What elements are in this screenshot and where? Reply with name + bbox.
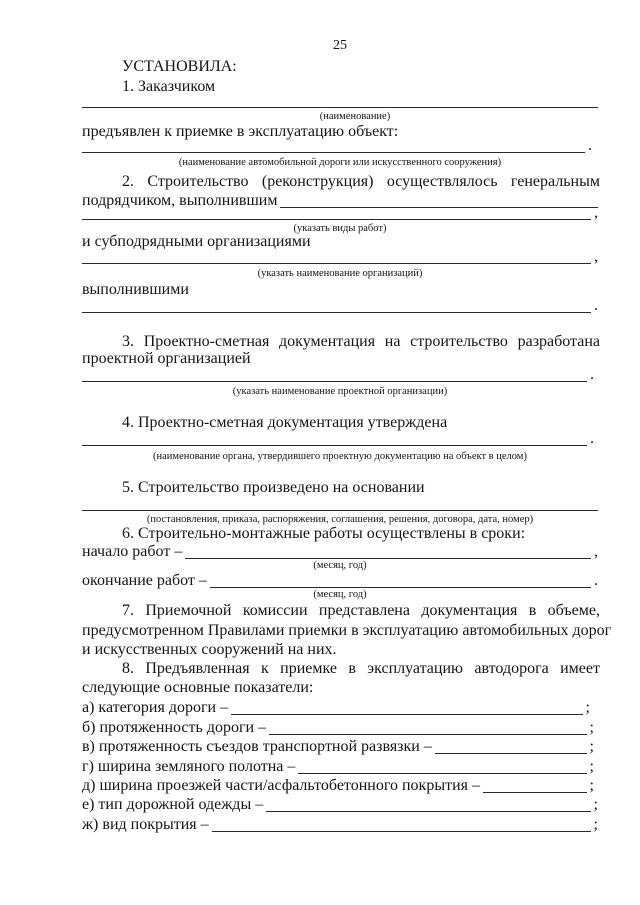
blank-line: [435, 753, 587, 754]
indicator-row: [82, 698, 590, 718]
blank-line: [298, 773, 586, 774]
blank-line: [269, 734, 586, 735]
design-org-field: [82, 365, 594, 385]
caption-orgs: (указать наименование организаций): [257, 268, 423, 279]
punctuation: ;: [589, 738, 594, 755]
item8-line1: 8. Предъявленная к приемке в эксплуатацию автодорога имеет: [122, 660, 600, 677]
caption-works: (указать виды работ): [293, 223, 387, 234]
heading: УСТАНОВИЛА:: [122, 58, 237, 75]
blank-line: [82, 152, 585, 153]
indicator-row: [82, 718, 594, 738]
punctuation: .: [590, 430, 594, 447]
item5-text: 5. Строительство произведено на основании: [122, 479, 425, 496]
blank-line: [231, 714, 582, 715]
item7-line3: и искусственных сооружений на них.: [82, 641, 337, 658]
blank-line: [82, 312, 591, 313]
punctuation: ,: [594, 204, 598, 221]
finish-label: окончание работ –: [82, 572, 207, 589]
indicator-label: е) тип дорожной одежды –: [82, 796, 264, 813]
blank-line: [82, 107, 598, 108]
blank-line: [483, 792, 587, 793]
item8-line2: следующие основные показатели:: [82, 679, 314, 696]
item2-line1: 2. Строительство (реконструкция) осуществлялось генеральным: [122, 173, 600, 190]
works-field: [82, 203, 598, 223]
finish-date-field: [82, 571, 598, 591]
caption-design-org: (указать наименование проектной организации): [232, 386, 448, 397]
punctuation: .: [594, 297, 598, 314]
blank-line: [82, 381, 587, 382]
basis-field: [82, 494, 598, 514]
punctuation: ;: [593, 816, 598, 833]
punctuation: ,: [594, 248, 598, 265]
punctuation: ;: [589, 719, 594, 736]
indicator-label: д) ширина проезжей части/асфальтобетонного покрытия –: [82, 777, 480, 794]
indicator-row: [82, 757, 594, 777]
blank-line: [266, 811, 590, 812]
object-name-field: [82, 136, 592, 156]
item1-label: 1. Заказчиком: [122, 78, 216, 95]
item3-line2: проектной организацией: [82, 350, 251, 367]
indicator-label: а) категория дороги –: [82, 699, 229, 716]
caption-approval-body: (наименование органа, утвердившего проектную документацию на объект в целом): [153, 451, 527, 462]
item6-text: 6. Строительно-монтажные работы осуществлены в сроки:: [122, 525, 526, 542]
indicator-row: [82, 776, 594, 796]
indicator-label: б) протяженность дороги –: [82, 719, 267, 736]
indicator-row: [82, 737, 594, 757]
customer-name-field: [82, 91, 598, 111]
approval-body-field: [82, 429, 594, 449]
item7-line2: предусмотренном Правилами приемки в эксплуатацию автомобильных дорог: [82, 622, 612, 639]
indicator-label: г) ширина земляного полотна –: [82, 758, 296, 775]
start-label: начало работ –: [82, 543, 183, 560]
caption-start-date: (месяц, год): [313, 560, 367, 571]
subcontractors-field: [82, 247, 598, 267]
item1-presented-text: предъявлен к приемке в эксплуатацию объект:: [82, 123, 399, 140]
blank-line: [82, 219, 591, 220]
page-number: 25: [333, 38, 347, 53]
item3-line1: 3. Проектно-сметная документация на строительство разработана: [122, 333, 600, 350]
item7-line1: 7. Приемочной комиссии представлена документация в объеме,: [122, 602, 600, 619]
blank-line: [212, 831, 591, 832]
punctuation: .: [588, 137, 592, 154]
caption-basis: (постановления, приказа, распоряжения, соглашения, решения, договора, дата, номер): [146, 514, 534, 525]
subcontractors-text: и субподрядными организациями: [82, 233, 311, 250]
punctuation: ;: [589, 758, 594, 775]
indicator-row: [82, 815, 598, 835]
caption-object: (наименование автомобильной дороги или искусственного сооружения): [178, 157, 502, 168]
caption-finish-date: (месяц, год): [313, 589, 367, 600]
indicator-label: ж) вид покрытия –: [82, 816, 209, 833]
blank-line: [82, 263, 591, 264]
punctuation: .: [590, 366, 594, 383]
performed-field: [82, 296, 598, 316]
performed-text: выполнившими: [82, 281, 189, 298]
punctuation: ;: [593, 796, 598, 813]
blank-line: [185, 558, 591, 559]
indicator-label: в) протяженность съездов транспортной развязки –: [82, 738, 432, 755]
blank-line: [82, 445, 587, 446]
indicator-row: [82, 795, 598, 815]
blank-line: [210, 587, 591, 588]
item2-line2: подрядчиком, выполнившим: [82, 192, 278, 209]
punctuation: .: [594, 572, 598, 589]
start-date-field: [82, 542, 598, 562]
punctuation: ,: [594, 543, 598, 560]
item4-text: 4. Проектно-сметная документация утверждена: [122, 414, 448, 431]
blank-line: [82, 510, 598, 511]
caption-name: (наименование): [319, 111, 391, 122]
punctuation: ;: [585, 699, 590, 716]
punctuation: ;: [589, 777, 594, 794]
